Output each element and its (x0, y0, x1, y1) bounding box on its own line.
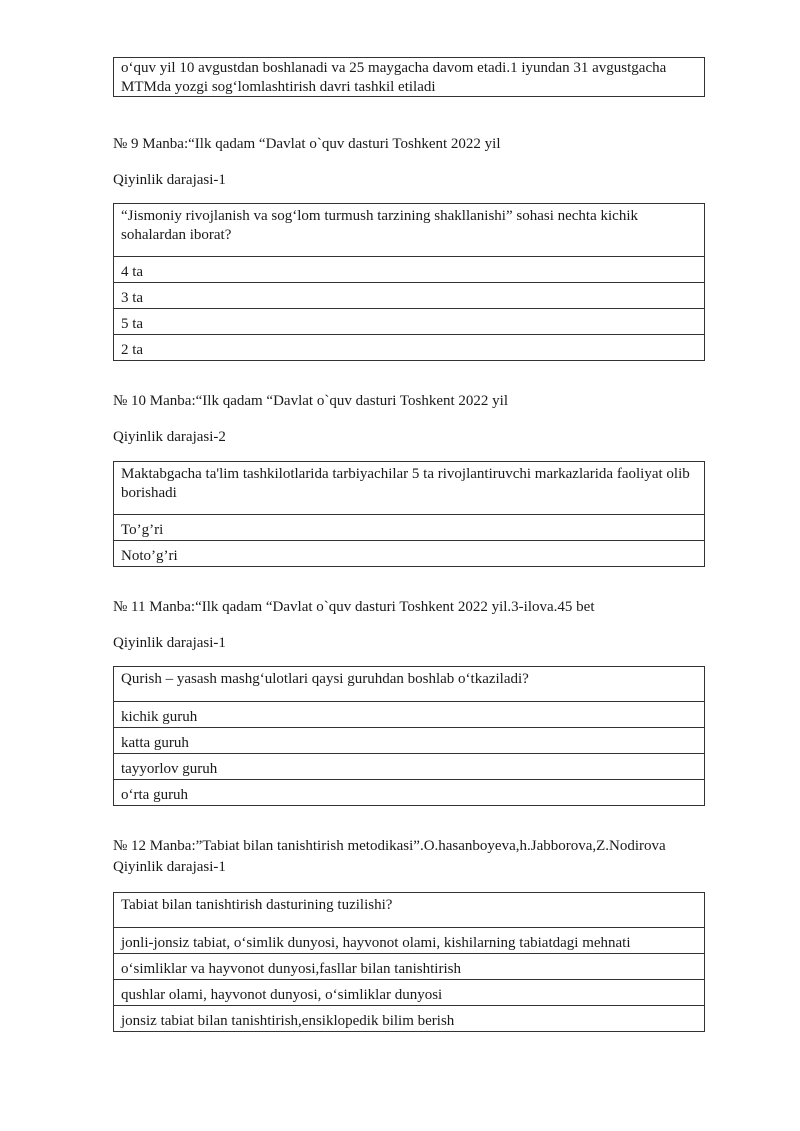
answer-option: 5 ta (114, 308, 704, 334)
question-text: Tabiat bilan tanishtirish dasturining tuzilishi? (121, 897, 393, 913)
continuation-table (113, 57, 705, 97)
answer-option: 3 ta (114, 282, 704, 308)
question-text: Maktabgacha ta'lim tashkilotlarida tarbiyachilar 5 ta rivojlantiruvchi markazlarida faoliyat olib borishadi (121, 466, 690, 501)
source-line-9: № 9 Manba:“Ilk qadam “Davlat o`quv dasturi Toshkent 2022 yil (113, 136, 501, 152)
question-table-9 (113, 203, 705, 361)
answer-option: qushlar olami, hayvonot dunyosi, o‘simliklar dunyosi (114, 979, 704, 1005)
answer-option: o‘rta guruh (114, 779, 704, 805)
question-table-11 (113, 666, 705, 806)
question-table-12 (113, 892, 705, 1032)
question-table-10 (113, 461, 705, 567)
answer-option: Noto’g’ri (114, 540, 704, 566)
difficulty-line-12: Qiyinlik darajasi-1 (113, 859, 226, 875)
answer-option: To’g’ri (114, 514, 704, 540)
difficulty-line-9: Qiyinlik darajasi-1 (113, 172, 226, 188)
difficulty-line-10: Qiyinlik darajasi-2 (113, 429, 226, 445)
answer-option: jonli-jonsiz tabiat, o‘simlik dunyosi, hayvonot olami, kishilarning tabiatdagi mehnati (114, 927, 704, 953)
question-text: “Jismoniy rivojlanish va sog‘lom turmush tarzining shakllanishi” sohasi nechta kichik sohalardan iborat? (121, 208, 639, 243)
source-line-12: № 12 Manba:”Tabiat bilan tanishtirish metodikasi”.O.hasanboyeva,h.Jabborova,Z.Nodirova (113, 838, 666, 854)
question-text: Qurish – yasash mashg‘ulotlari qaysi guruhdan boshlab o‘tkaziladi? (121, 671, 529, 687)
source-line-10: № 10 Manba:“Ilk qadam “Davlat o`quv dasturi Toshkent 2022 yil (113, 393, 508, 409)
answer-option: tayyorlov guruh (114, 753, 704, 779)
answer-option: 2 ta (114, 334, 704, 360)
difficulty-line-11: Qiyinlik darajasi-1 (113, 635, 226, 651)
source-line-11: № 11 Manba:“Ilk qadam “Davlat o`quv dasturi Toshkent 2022 yil.3-ilova.45 bet (113, 599, 595, 615)
continuation-text: o‘quv yil 10 avgustdan boshlanadi va 25 maygacha davom etadi.1 iyundan 31 avgustgacha MTMda yozgi sog‘lomlashtirish davri tashkil etiladi (121, 60, 667, 95)
answer-option: kichik guruh (114, 701, 704, 727)
answer-option: katta guruh (114, 727, 704, 753)
answer-option: jonsiz tabiat bilan tanishtirish,ensiklopedik bilim berish (114, 1005, 704, 1031)
answer-option: o‘simliklar va hayvonot dunyosi,fasllar bilan tanishtirish (114, 953, 704, 979)
answer-option: 4 ta (114, 256, 704, 282)
